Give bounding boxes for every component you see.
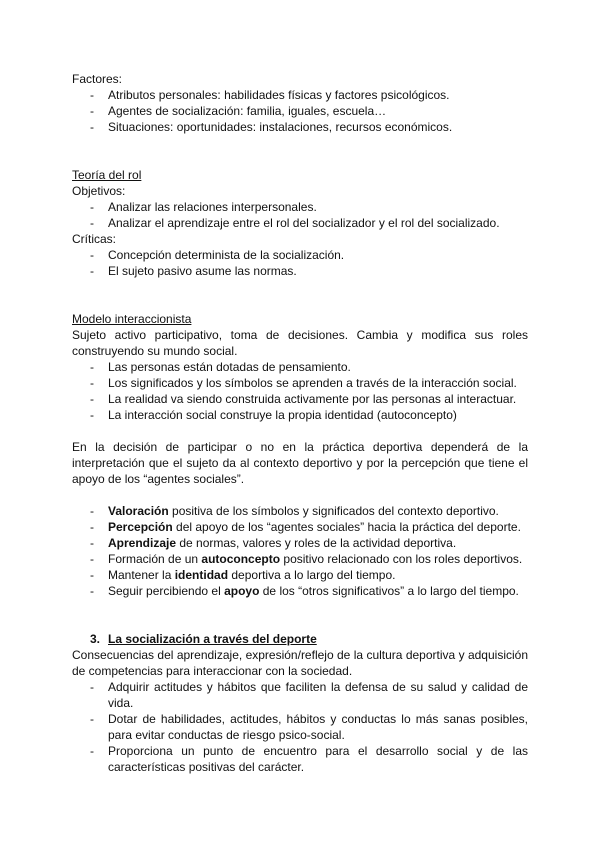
factores-list	[72, 87, 528, 135]
list-item: - Proporciona un punto de encuentro para el desarrollo social y de las características positivas del carácter.	[72, 743, 528, 775]
factores-heading: Factores:	[72, 72, 123, 86]
objetivos-list	[72, 199, 528, 231]
section-3-heading	[72, 631, 528, 647]
modelo-bold-list	[72, 503, 528, 599]
section-3-list	[72, 679, 528, 775]
teoria-rol-title: Teoría del rol	[72, 168, 142, 182]
modelo-paragraph: En la decisión de participar o no en la práctica deportiva dependerá de la interpretación que el sujeto da al contexto deportivo y por la percepción que tiene el apoyo de los “agentes sociales”.	[72, 440, 528, 486]
list-item: - Aprendizaje de normas, valores y roles de la actividad deportiva.	[72, 535, 528, 551]
list-item: - El sujeto pasivo asume las normas.	[72, 263, 528, 279]
list-item: - Valoración positiva de los símbolos y significados del contexto deportivo.	[72, 503, 528, 519]
section-3-intro: Consecuencias del aprendizaje, expresión/reflejo de la cultura deportiva y adquisición de competencias para interaccionar con la sociedad.	[72, 648, 528, 678]
list-item: - Seguir percibiendo el apoyo de los “otros significativos” a lo largo del tiempo.	[72, 583, 528, 599]
section-number: 3.	[90, 632, 101, 646]
list-item: - Dotar de habilidades, actitudes, hábitos y conductas lo más sanas posibles, para evitar conductas de riesgo psico-social.	[72, 711, 528, 743]
modelo-title: Modelo interaccionista	[72, 312, 192, 326]
list-item: - La realidad va siendo construida activamente por las personas al interactuar.	[72, 391, 528, 407]
modelo-list	[72, 359, 528, 423]
criticas-list	[72, 247, 528, 279]
criticas-heading: Críticas:	[72, 232, 117, 246]
modelo-intro: Sujeto activo participativo, toma de decisiones. Cambia y modifica sus roles construyendo su mundo social.	[72, 328, 528, 358]
section-title: La socialización a través del deporte	[108, 632, 317, 646]
list-item: - Concepción determinista de la socialización.	[72, 247, 528, 263]
list-item: - Mantener la identidad deportiva a lo largo del tiempo.	[72, 567, 528, 583]
list-item: - Adquirir actitudes y hábitos que faciliten la defensa de su salud y calidad de vida.	[72, 679, 528, 711]
list-item: - Las personas están dotadas de pensamiento.	[72, 359, 528, 375]
list-item: - Percepción del apoyo de los “agentes sociales” hacia la práctica del deporte.	[72, 519, 528, 535]
document-content	[72, 71, 528, 775]
list-item: - Analizar el aprendizaje entre el rol del socializador y el rol del socializado.	[72, 215, 528, 231]
list-item: - La interacción social construye la propia identidad (autoconcepto)	[72, 407, 528, 423]
list-item: - Los significados y los símbolos se aprenden a través de la interacción social.	[72, 375, 528, 391]
list-item: - Atributos personales: habilidades físicas y factores psicológicos.	[72, 87, 528, 103]
list-item: - Situaciones: oportunidades: instalaciones, recursos económicos.	[72, 119, 528, 135]
list-item: - Agentes de socialización: familia, iguales, escuela…	[72, 103, 528, 119]
list-item: - Analizar las relaciones interpersonales.	[72, 199, 528, 215]
list-item: - Formación de un autoconcepto positivo relacionado con los roles deportivos.	[72, 551, 528, 567]
objetivos-heading: Objetivos:	[72, 184, 126, 198]
